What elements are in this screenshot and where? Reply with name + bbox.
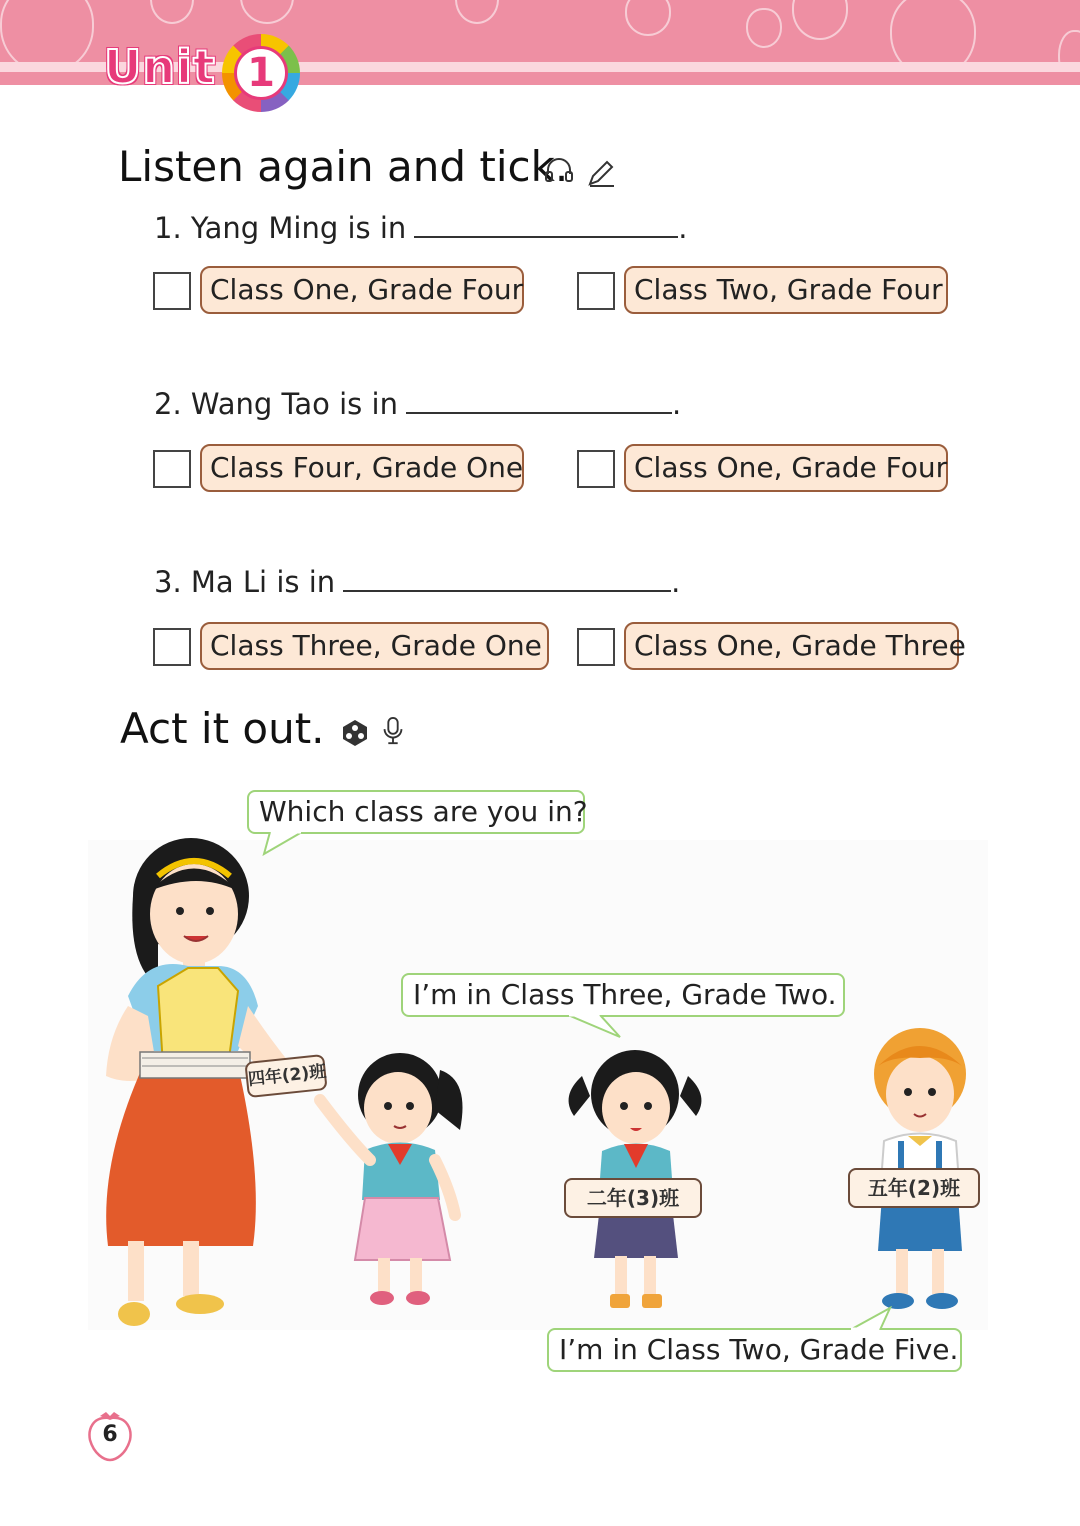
question-period: .: [671, 387, 682, 421]
question-2: [154, 386, 681, 421]
option-2b: Class One, Grade Four: [624, 444, 948, 492]
tick-box-1b[interactable]: [577, 272, 615, 310]
tick-box-3a[interactable]: [153, 628, 191, 666]
strawberry-pattern-icon: [890, 0, 976, 62]
pointing-girl-illustration: [310, 1040, 480, 1310]
question-period: .: [671, 565, 681, 599]
strawberry-pattern-icon: [1058, 30, 1080, 62]
strawberry-pattern-icon: [625, 0, 671, 36]
answer-blank[interactable]: [414, 210, 678, 238]
option-1a: Class One, Grade Four: [200, 266, 524, 314]
unit-label: Unit: [104, 40, 216, 94]
speech-bubble-teacher: Which class are you in?: [247, 790, 585, 834]
question-prompt: 2. Wang Tao is in: [154, 387, 398, 421]
unit-number: 1: [234, 46, 288, 100]
bubble-tail: [560, 1015, 630, 1039]
strawberry-pattern-icon: [746, 8, 782, 48]
tick-box-1a[interactable]: [153, 272, 191, 310]
question-prompt: 1. Yang Ming is in: [154, 211, 407, 245]
question-prompt: 3. Ma Li is in: [154, 565, 336, 599]
page-number: 6: [102, 1422, 118, 1447]
group-icon: [340, 718, 370, 748]
tick-box-2a[interactable]: [153, 450, 191, 488]
option-3b: Class One, Grade Three: [624, 622, 959, 670]
class-sign-teacher: 四年(2)班: [244, 1054, 327, 1098]
class-sign-girl: 二年(3)班: [564, 1178, 702, 1218]
bubble-tail: [840, 1306, 900, 1330]
girl-with-sign-illustration: [560, 1036, 710, 1316]
option-1b: Class Two, Grade Four: [624, 266, 948, 314]
tick-box-3b[interactable]: [577, 628, 615, 666]
question-period: .: [678, 211, 688, 245]
section-title-act: Act it out.: [120, 704, 325, 753]
speech-bubble-girl: I’m in Class Three, Grade Two.: [401, 973, 845, 1017]
microphone-icon: [378, 716, 408, 746]
strawberry-pattern-icon: [240, 0, 294, 24]
pencil-icon: [586, 158, 616, 188]
strawberry-pattern-icon: [150, 0, 194, 24]
option-3a: Class Three, Grade One: [200, 622, 549, 670]
answer-blank[interactable]: [343, 564, 671, 592]
answer-blank[interactable]: [406, 386, 672, 414]
bubble-tail: [262, 832, 312, 856]
headphones-icon: [544, 156, 574, 186]
question-1: [154, 210, 688, 245]
boy-with-sign-illustration: [848, 1016, 988, 1316]
class-sign-boy: 五年(2)班: [848, 1168, 980, 1208]
strawberry-pattern-icon: [0, 0, 94, 62]
question-3: [154, 564, 680, 599]
speech-bubble-boy: I’m in Class Two, Grade Five.: [547, 1328, 962, 1372]
strawberry-pattern-icon: [792, 0, 848, 40]
tick-box-2b[interactable]: [577, 450, 615, 488]
option-2a: Class Four, Grade One: [200, 444, 524, 492]
section-title-listen: Listen again and tick.: [118, 142, 569, 191]
strawberry-pattern-icon: [455, 0, 499, 24]
